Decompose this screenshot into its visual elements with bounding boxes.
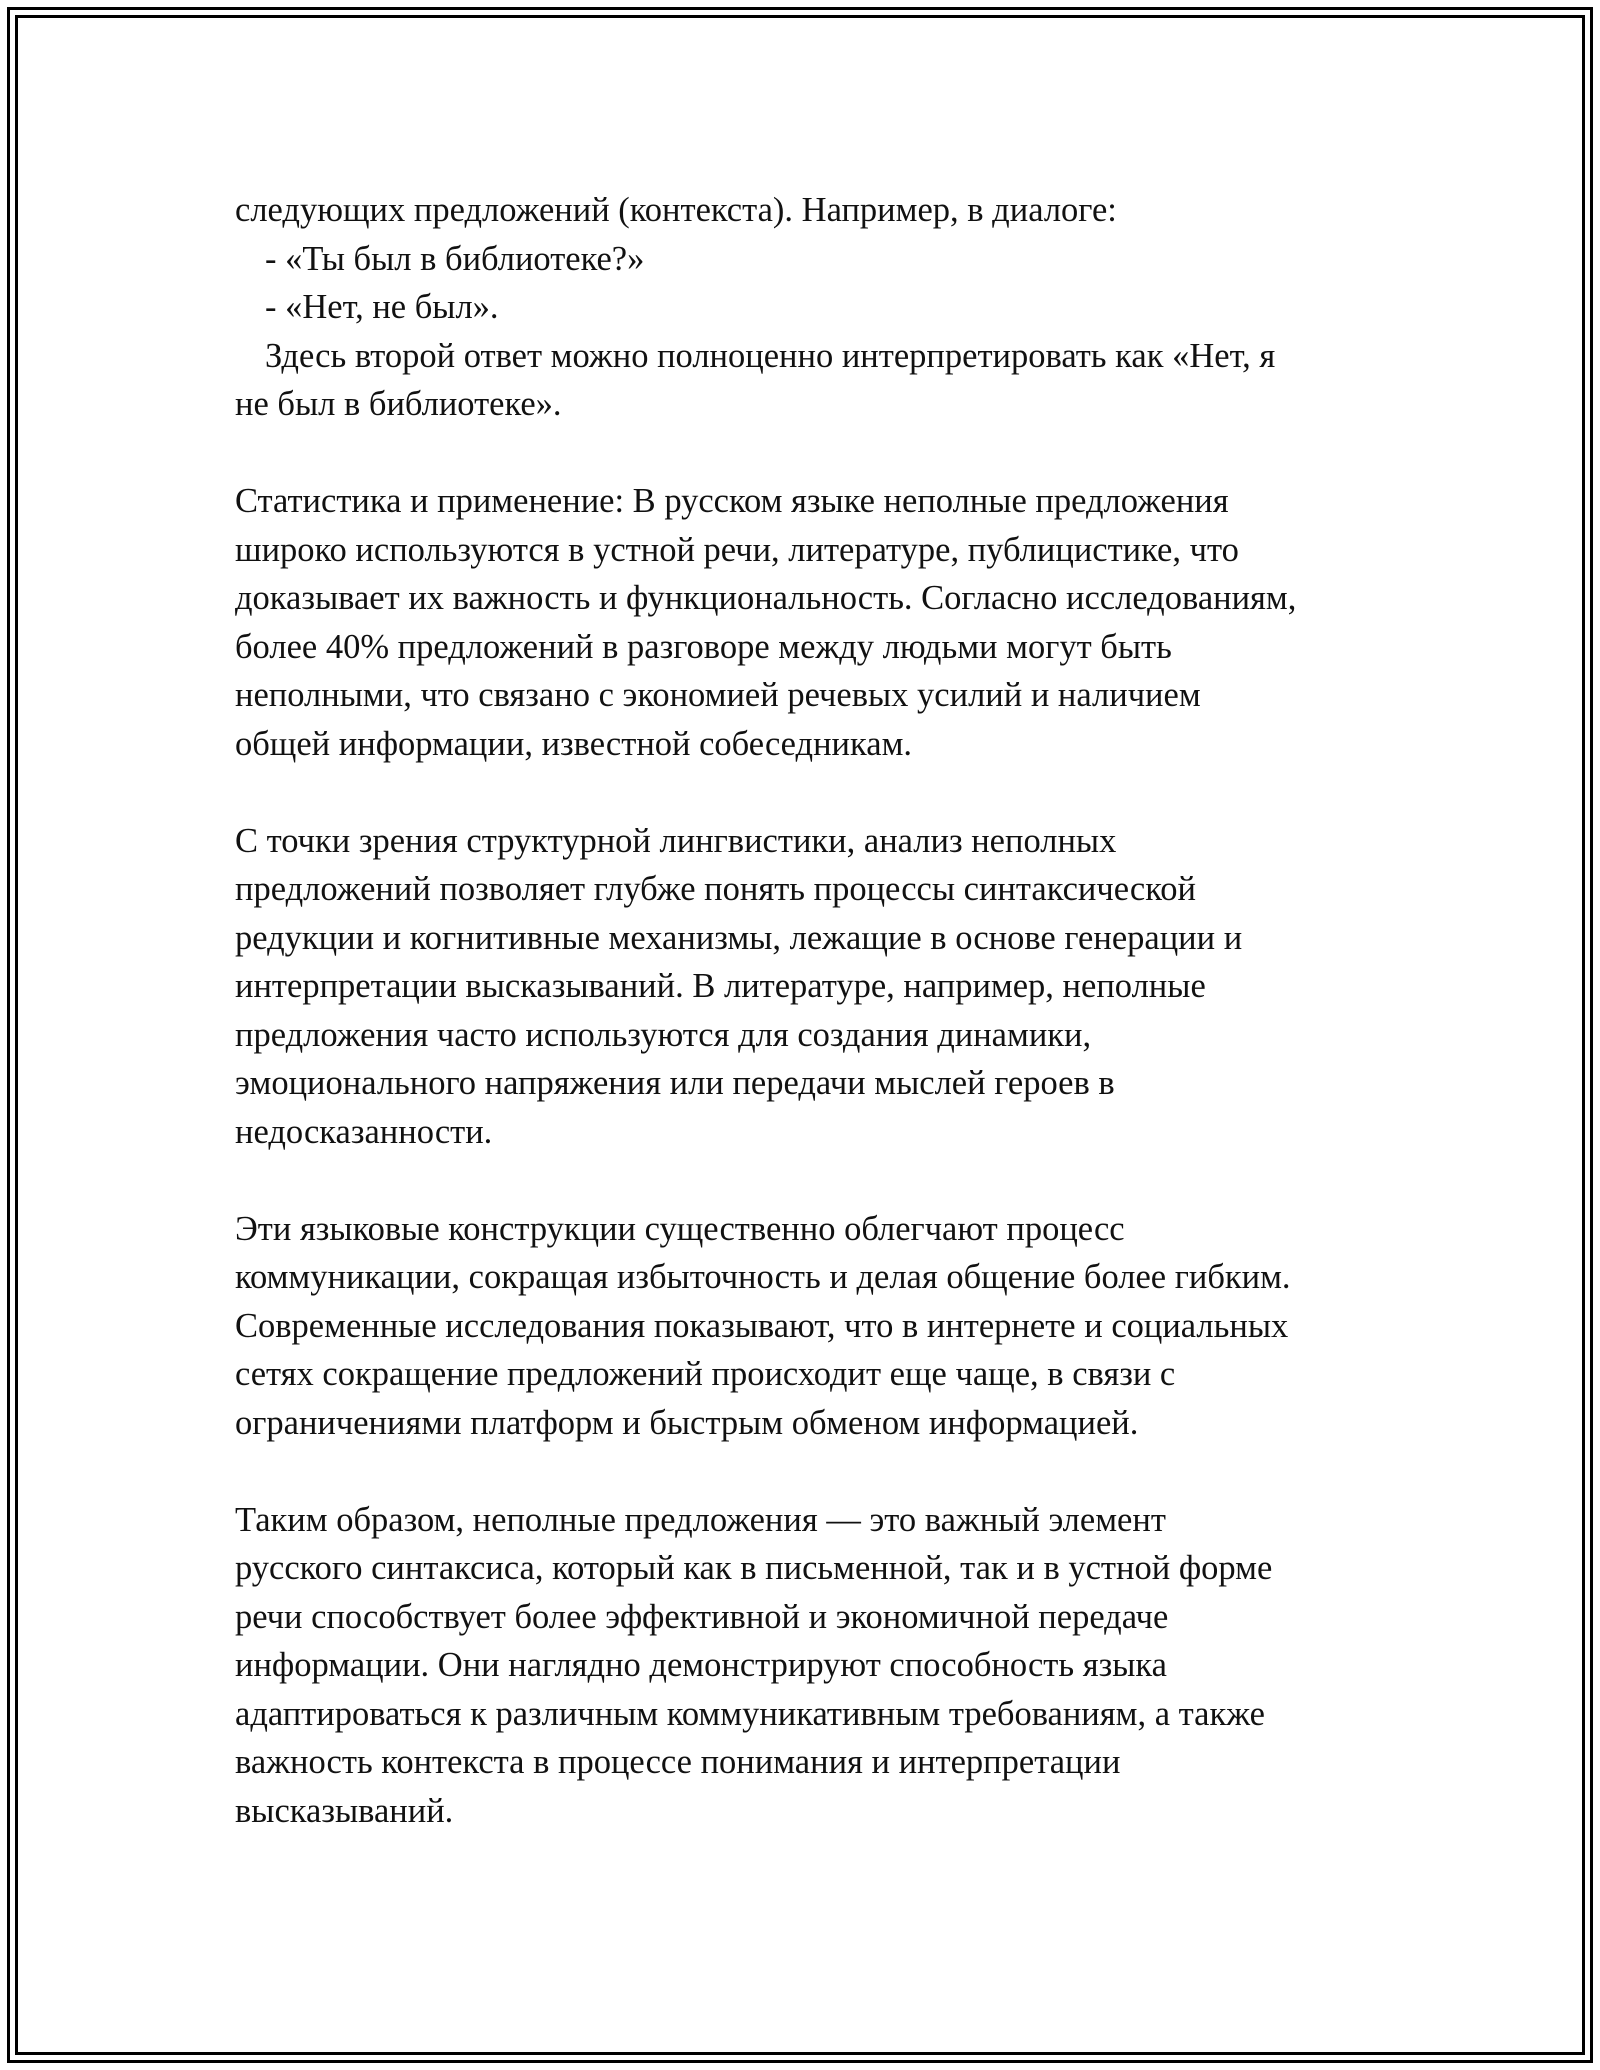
text-line: коммуникации, сокращая избыточность и делая общение более гибким. [235, 1258, 1291, 1296]
communication-paragraph [235, 1205, 1375, 1448]
dialogue-line: - «Нет, не был». [265, 288, 499, 326]
text-line: недосказанности. [235, 1112, 493, 1151]
text-line: Здесь второй ответ можно полноценно интерпретировать как «Нет, я [265, 336, 1276, 375]
text-line: Статистика и применение: В русском языке неполные предложения [235, 482, 1229, 520]
conclusion-paragraph [235, 1496, 1375, 1836]
text-line: следующих предложений (контекста). Например, в диалоге: [235, 191, 1117, 229]
paragraph-spacer [235, 1447, 1375, 1496]
text-line: интерпретации высказываний. В литературе, например, неполные [235, 967, 1206, 1005]
text-line: важность контекста в процессе понимания и интерпретации [235, 1743, 1121, 1781]
text-line: более 40% предложений в разговоре между людьми могут быть [235, 627, 1172, 666]
text-line: неполными, что связано с экономией речевых усилий и наличием [235, 676, 1201, 714]
text-line: широко используются в устной речи, литературе, публицистике, что [235, 530, 1239, 569]
text-line: сетях сокращение предложений происходит еще чаще, в связи с [235, 1355, 1176, 1393]
text-line: русского синтаксиса, который как в письменной, так и в устной форме [235, 1549, 1273, 1587]
text-line: информации. Они наглядно демонстрируют способность языка [235, 1646, 1167, 1684]
text-line: ограничениями платформ и быстрым обменом информацией. [235, 1403, 1139, 1442]
intro-paragraph [235, 186, 1375, 429]
text-line: общей информации, известной собеседникам. [235, 724, 913, 763]
text-line: Современные исследования показывают, что в интернете и социальных [235, 1306, 1289, 1345]
text-line: Таким образом, неполные предложения — это важный элемент [235, 1500, 1166, 1539]
text-line: Эти языковые конструкции существенно облегчают процесс [235, 1209, 1125, 1248]
statistics-paragraph [235, 477, 1375, 768]
text-line: речи способствует более эффективной и экономичной передаче [235, 1597, 1169, 1636]
paragraph-spacer [235, 429, 1375, 478]
paragraph-spacer [235, 768, 1375, 817]
text-line: доказывает их важность и функциональность. Согласно исследованиям, [235, 579, 1297, 617]
text-line: высказываний. [235, 1791, 454, 1830]
text-line: редукции и когнитивные механизмы, лежащие в основе генерации и [235, 918, 1243, 957]
document-body [235, 186, 1375, 1835]
text-line: эмоционального напряжения или передачи мыслей героев в [235, 1064, 1115, 1102]
text-line: предложения часто используются для создания динамики, [235, 1015, 1092, 1054]
text-line: предложений позволяет глубже понять процессы синтаксической [235, 870, 1196, 908]
text-line: адаптироваться к различным коммуникативным требованиям, а также [235, 1694, 1265, 1733]
dialogue-line: - «Ты был в библиотеке?» [265, 239, 645, 278]
paragraph-spacer [235, 1156, 1375, 1205]
structural-linguistics-paragraph [235, 817, 1375, 1157]
text-line: С точки зрения структурной лингвистики, анализ неполных [235, 821, 1117, 860]
text-line: не был в библиотеке». [235, 385, 562, 423]
